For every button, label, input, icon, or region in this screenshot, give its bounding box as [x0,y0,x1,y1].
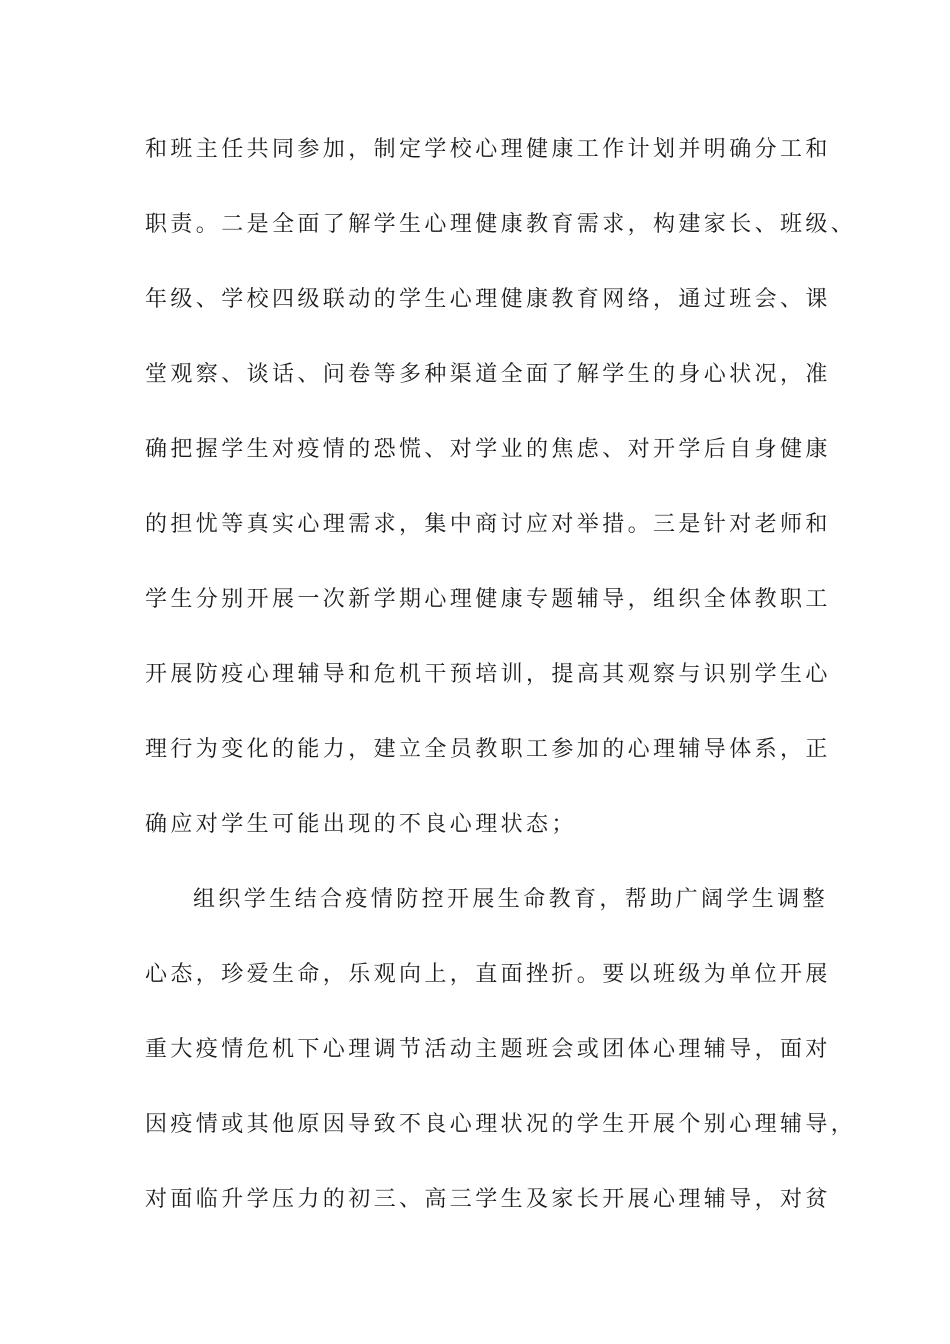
text-line: 堂观察、谈话、问卷等多种渠道全面了解学生的身心状况，准 [145,362,831,387]
paragraph-1 [145,128,857,878]
text-line: 组织学生结合疫情防控开展生命教育，帮助广阔学生调整 [193,887,829,912]
text-line: 年级、学校四级联动的学生心理健康教育网络，通过班会、课 [145,287,831,312]
text-line: 和班主任共同参加，制定学校心理健康工作计划并明确分工和 [145,137,831,162]
text-line: 确把握学生对疫情的恐慌、对学业的焦虑、对开学后自身健康 [145,437,831,462]
text-line: 学生分别开展一次新学期心理健康专题辅导，组织全体教职工 [145,587,831,612]
text-line: 对面临升学压力的初三、高三学生及家长开展心理辅导，对贫 [145,1187,831,1212]
body-text [145,128,857,1253]
text-line: 因疫情或其他原因导致不良心理状况的学生开展个别心理辅导， [145,1112,857,1137]
text-line: 确应对学生可能出现的不良心理状态； [145,812,577,837]
text-line: 开展防疫心理辅导和危机干预培训，提高其观察与识别学生心 [145,662,831,687]
paragraph-2 [145,878,857,1253]
text-line: 的担忧等真实心理需求，集中商讨应对举措。三是针对老师和 [145,512,831,537]
text-line: 理行为变化的能力，建立全员教职工参加的心理辅导体系，正 [145,737,831,762]
text-line: 职责。二是全面了解学生心理健康教育需求，构建家长、班级、 [145,212,857,237]
text-line: 重大疫情危机下心理调节活动主题班会或团体心理辅导，面对 [145,1037,831,1062]
text-line: 心态，珍爱生命，乐观向上，直面挫折。要以班级为单位开展 [145,962,831,987]
